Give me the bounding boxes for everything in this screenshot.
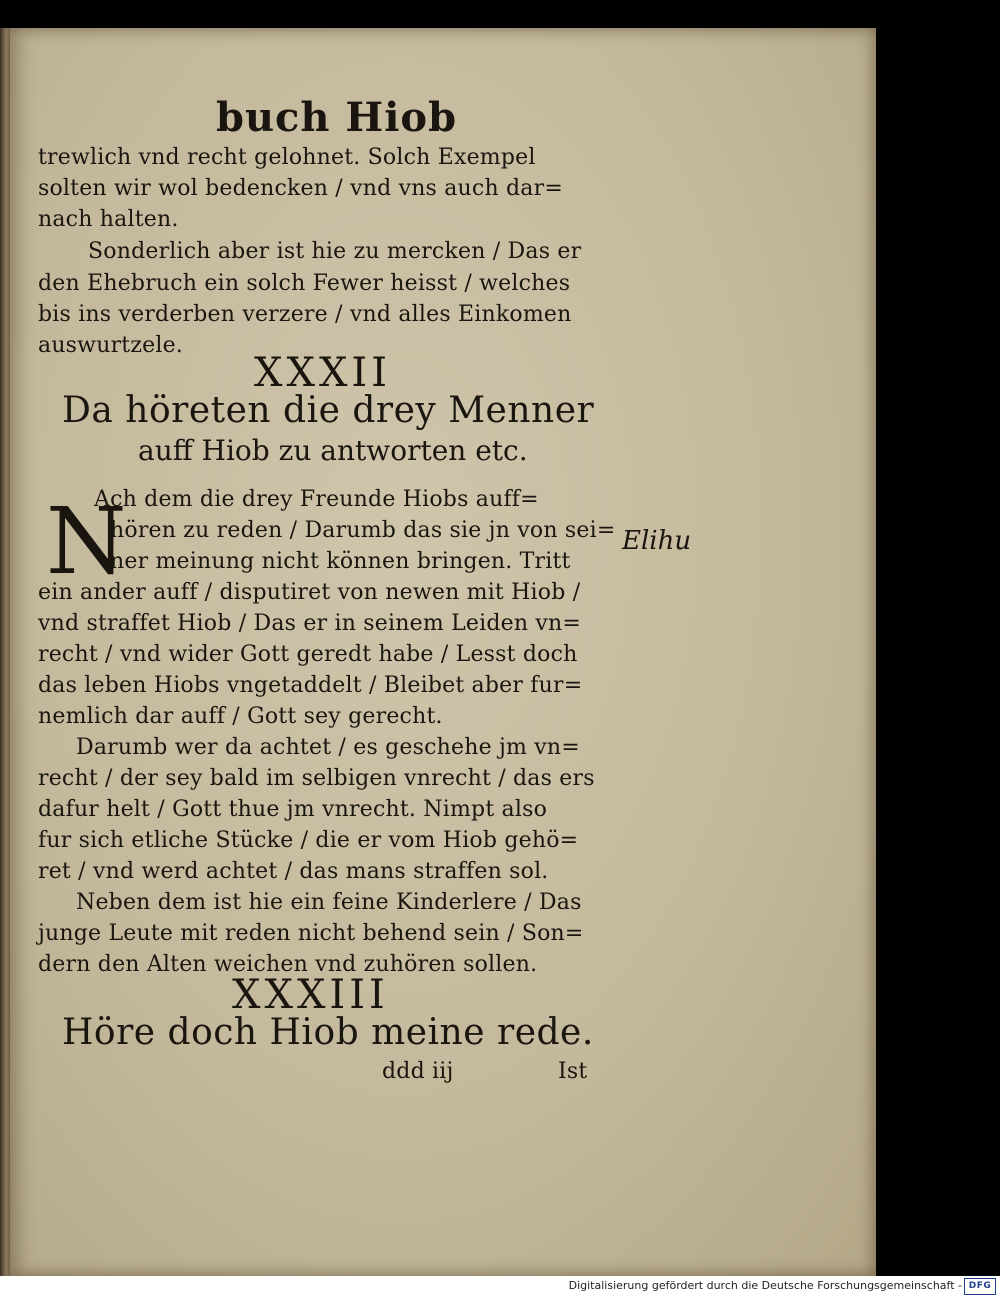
paragraph-3-line: nemlich dar auff / Gott sey gerecht. xyxy=(38,704,443,729)
paragraph-3-line: vnd straffet Hiob / Das er in seinem Leiden vn= xyxy=(38,611,582,636)
paragraph-3-line: hören zu reden / Darumb das sie jn von sei= xyxy=(110,518,616,543)
paragraph-4-line: recht / der sey bald im selbigen vnrecht / das ers xyxy=(38,766,595,791)
paragraph-5-line: junge Leute mit reden nicht behend sein / Son= xyxy=(38,921,584,946)
paragraph-5-line: Neben dem ist hie ein feine Kinderlere / Das xyxy=(76,890,582,915)
chapter-32-number: XXXII xyxy=(254,350,392,396)
chapter-32-subheading: auff Hiob zu antworten etc. xyxy=(138,434,528,467)
paragraph-2-line: Sonderlich aber ist hie zu mercken / Das er xyxy=(88,239,582,264)
paragraph-4-line: ret / vnd werd achtet / das mans straffen sol. xyxy=(38,859,549,884)
paragraph-3-line: ner meinung nicht können bringen. Tritt xyxy=(110,549,571,574)
chapter-33-number: XXXIII xyxy=(232,972,389,1018)
paragraph-2-line: auswurtzele. xyxy=(38,333,183,358)
paragraph-3-line: recht / vnd wider Gott geredt habe / Lesst doch xyxy=(38,642,578,667)
chapter-32-heading: Da höreten die drey Menner xyxy=(62,390,595,431)
paragraph-1-line: trewlich vnd recht gelohnet. Solch Exempel xyxy=(38,145,536,170)
catchword: Ist xyxy=(558,1059,588,1084)
signature-mark: ddd iij xyxy=(382,1059,454,1084)
footer-bar xyxy=(0,1276,1000,1297)
dfg-logo[interactable]: DFG xyxy=(964,1278,996,1295)
paragraph-4-line: dafur helt / Gott thue jm vnrecht. Nimpt also xyxy=(38,797,548,822)
book-page xyxy=(10,28,876,1276)
decorated-initial: N xyxy=(46,488,127,595)
paragraph-2-line: den Ehebruch ein solch Fewer heisst / welches xyxy=(38,271,571,296)
running-head: buch Hiob xyxy=(216,94,458,141)
paragraph-4-line: fur sich etliche Stücke / die er vom Hiob gehö= xyxy=(38,828,579,853)
paragraph-3-line: Ach dem die drey Freunde Hiobs auff= xyxy=(94,487,539,512)
paragraph-1-line: solten wir wol bedencken / vnd vns auch dar= xyxy=(38,176,563,201)
paragraph-5-line: dern den Alten weichen vnd zuhören sollen. xyxy=(38,952,538,977)
paragraph-3-line: ein ander auff / disputiret von newen mit Hiob / xyxy=(38,580,581,605)
paragraph-3-line: das leben Hiobs vngetaddelt / Bleibet aber fur= xyxy=(38,673,583,698)
book-edge xyxy=(0,28,10,1276)
paragraph-2-line: bis ins verderben verzere / vnd alles Einkomen xyxy=(38,302,572,327)
marginal-note: Elihu xyxy=(622,526,692,556)
paragraph-4-line: Darumb wer da achtet / es geschehe jm vn= xyxy=(76,735,580,760)
chapter-33-heading: Höre doch Hiob meine rede. xyxy=(62,1012,594,1053)
paragraph-1-line: nach halten. xyxy=(38,207,179,232)
funding-credit: Digitalisierung gefördert durch die Deutsche Forschungsgemeinschaft - xyxy=(568,1279,962,1292)
